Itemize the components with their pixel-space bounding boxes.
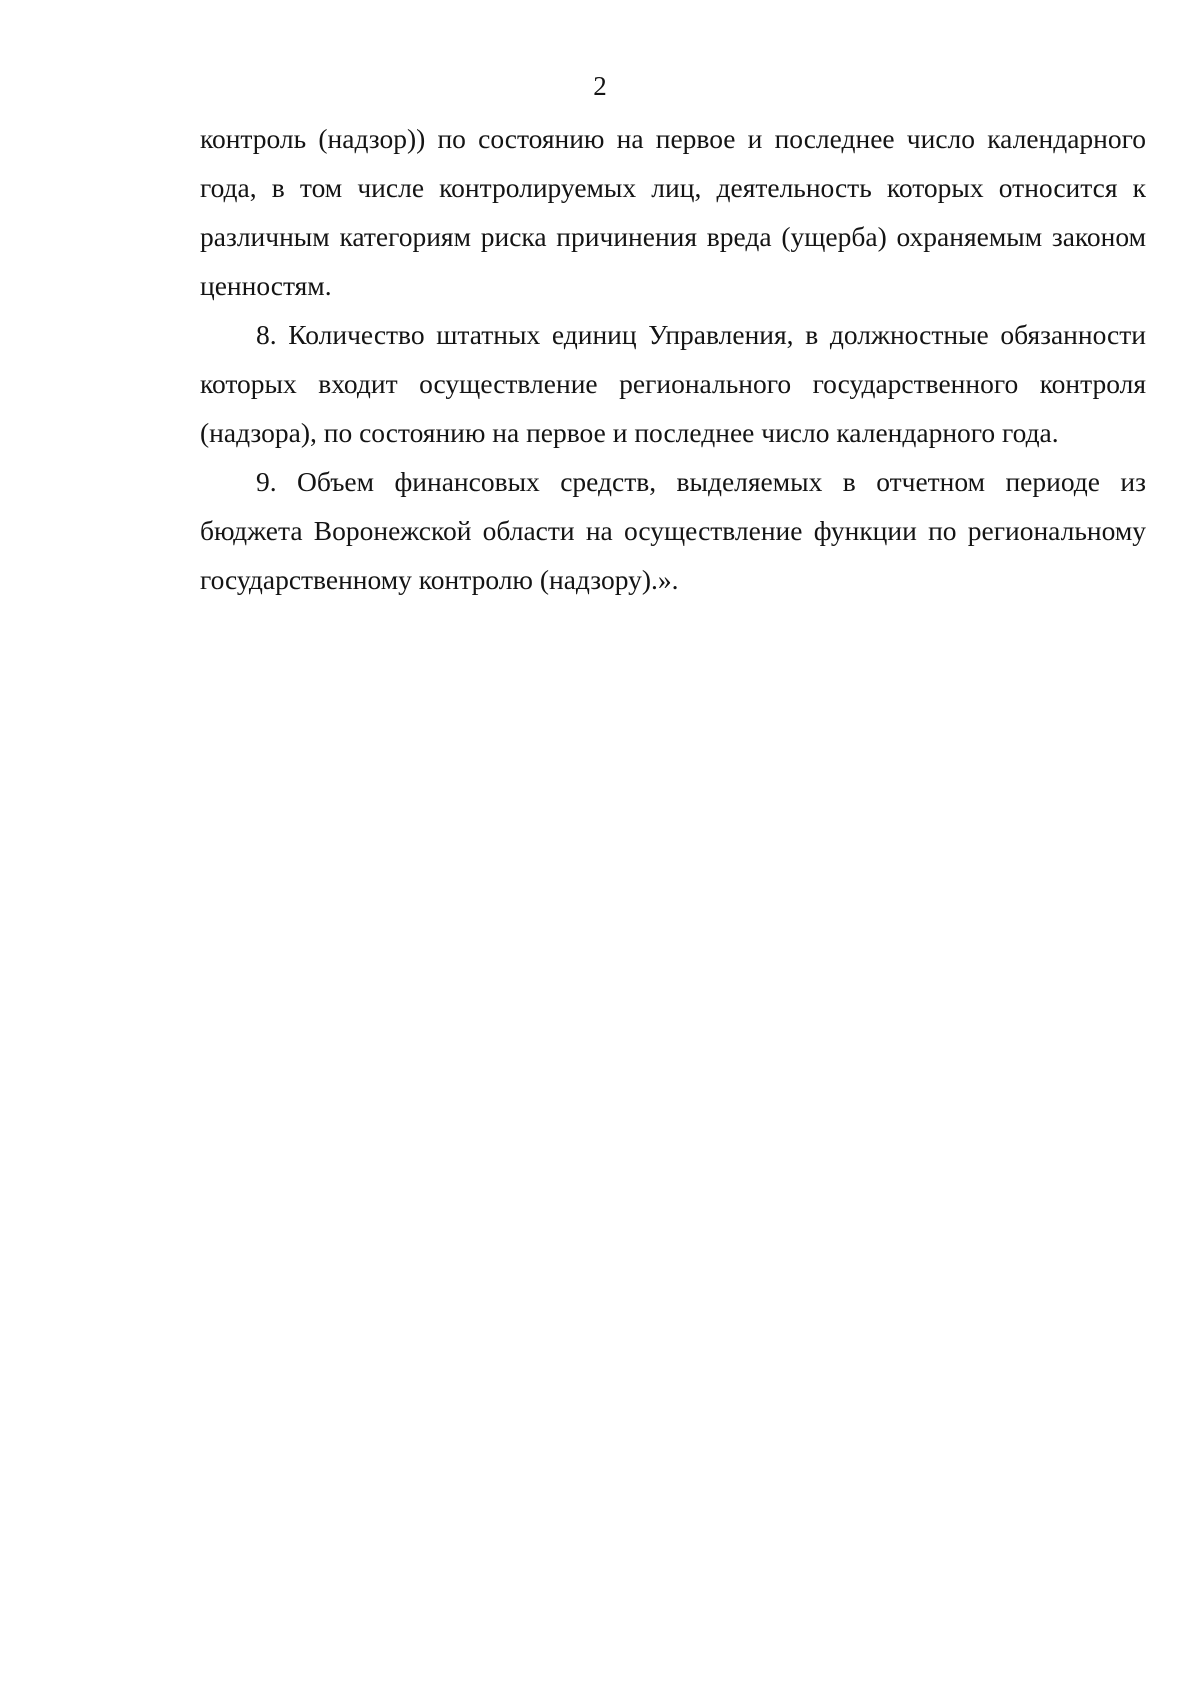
paragraph-item-8: 8. Количество штатных единиц Управления, в должностные обязанности которых входит осуществление регионального государственного контроля (надзора), по состоянию на первое и последнее число календарного года.	[200, 319, 1146, 448]
paragraph-continuation: контроль (надзор)) по состоянию на первое и последнее число календарного года, в том числе контролируемых лиц, деятельность которых относится к различным категориям риска причинения вреда (ущерба) охраняемым законом ценностям.	[200, 123, 1146, 301]
body-text	[200, 114, 1146, 604]
paragraph-item-9: 9. Объем финансовых средств, выделяемых в отчетном периоде из бюджета Воронежской области на осуществление функции по региональному государственному контролю (надзору).».	[200, 466, 1146, 595]
page-number: 2	[593, 71, 607, 101]
